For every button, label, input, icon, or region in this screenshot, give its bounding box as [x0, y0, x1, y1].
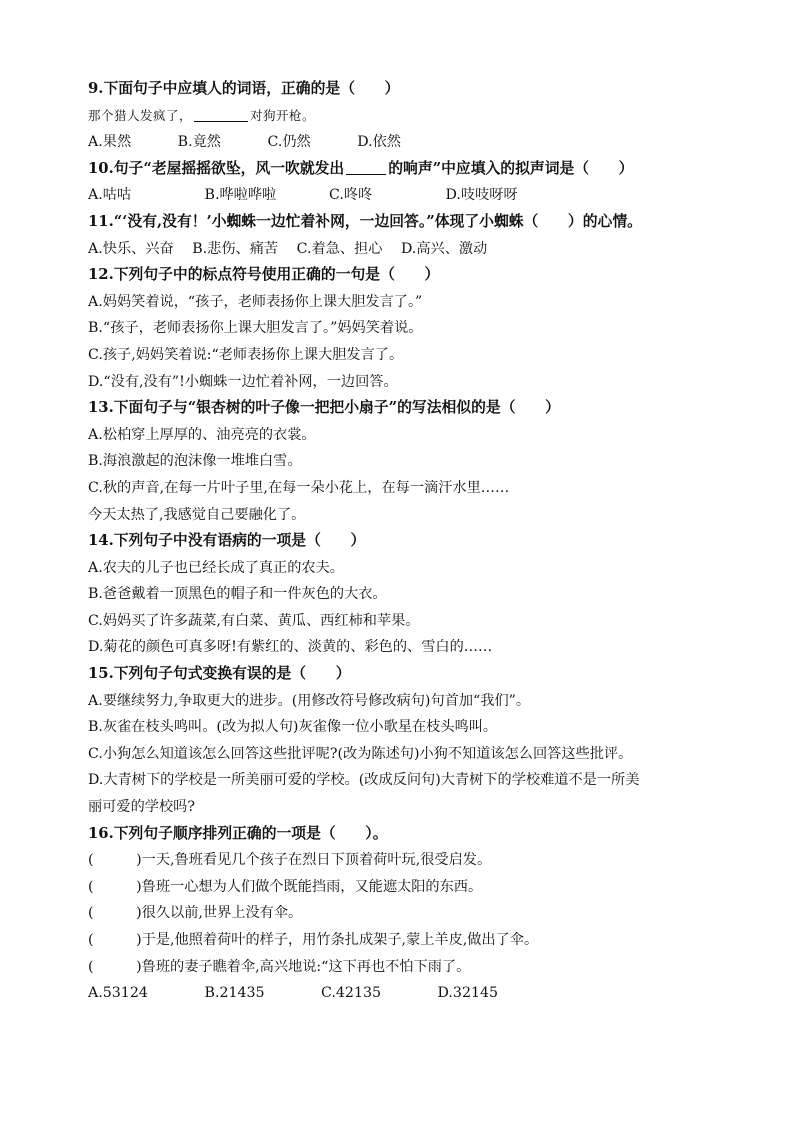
q14-option-d[interactable]: D.菊花的颜色可真多呀!有紫红的、淡黄的、彩色的、雪白的……	[88, 639, 493, 656]
q16-sentence-3: ( )很久以前,世界上没有伞。	[88, 905, 303, 922]
q15-option-c[interactable]: C.小狗怎么知道该怎么回答这些批评呢?(改为陈述句)小狗不知道该怎么回答这些批评。	[88, 745, 633, 762]
q10-blank	[346, 160, 386, 175]
q15-title: 15.下列句子句式变换有误的是（ ）	[88, 665, 351, 683]
q11-option-d[interactable]: D.高兴、激动	[400, 240, 488, 257]
q10-option-d[interactable]: D.吱吱呀呀	[445, 187, 518, 204]
q16-option-b[interactable]: B.21435	[204, 985, 265, 1002]
q16-option-d[interactable]: D.32145	[437, 985, 499, 1002]
q16-sentence-2: ( )鲁班一心想为人们做个既能挡雨，又能遮太阳的东西。	[88, 878, 483, 895]
q16-option-c[interactable]: C.42135	[321, 985, 382, 1002]
q10-option-c[interactable]: C.咚咚	[329, 187, 373, 204]
q9-options	[88, 129, 728, 156]
q11-option-a[interactable]: A.快乐、兴奋	[88, 240, 174, 257]
q9-blank	[194, 107, 248, 122]
q13-option-c[interactable]: C.秋的声音,在每一片叶子里,在每一朵小花上，在每一滴汗水里……	[88, 479, 510, 496]
worksheet-page	[88, 76, 728, 1007]
q13-title: 13.下面句子与“银杏树的叶子像一把把小扇子”的写法相似的是（ ）	[88, 399, 560, 417]
q12-option-d[interactable]: D.“没有,没有”!小蜘蛛一边忙着补网，一边回答。	[88, 373, 398, 390]
q12-option-b[interactable]: B.“孩子，老师表扬你上课大胆发言了。”妈妈笑着说。	[88, 320, 423, 337]
q13-option-d[interactable]: 今天太热了,我感觉自己要融化了。	[88, 506, 306, 523]
q10-option-a[interactable]: A.咕咕	[88, 187, 132, 204]
q15-option-d-continued: 丽可爱的学校吗?	[88, 799, 195, 816]
q15-option-b[interactable]: B.灰雀在枝头鸣叫。(改为拟人句)灰雀像一位小歌星在枝头鸣叫。	[88, 719, 498, 736]
q15-option-d[interactable]: D.大青树下的学校是一所美丽可爱的学校。(改成反问句)大青树下的学校难道不是一所美	[88, 772, 640, 789]
q9-sentence-before: 那个猎人发疯了，	[88, 107, 193, 123]
q16-sentence-4: ( )于是,他照着荷叶的样子，用竹条扎成架子,蒙上羊皮,做出了伞。	[88, 932, 539, 948]
q16-options	[88, 980, 728, 1007]
q16-sentence-1: ( )一天,鲁班看见几个孩子在烈日下顶着荷叶玩,很受启发。	[88, 852, 492, 869]
q14-option-b[interactable]: B.爸爸戴着一顶黑色的帽子和一件灰色的大衣。	[88, 586, 387, 603]
q9-sentence	[88, 103, 728, 130]
q10-option-b[interactable]: B.哗啦哗啦	[204, 187, 277, 204]
q9-option-d[interactable]: D.依然	[357, 134, 401, 151]
q12-option-a[interactable]: A.妈妈笑着说，“孩子，老师表扬你上课大胆发言了。”	[88, 293, 423, 310]
q14-title: 14.下列句子中没有语病的一项是（ ）	[88, 532, 366, 550]
q14-option-c[interactable]: C.妈妈买了许多蔬菜,有白菜、黄瓜、西红柿和苹果。	[88, 612, 420, 629]
q11-title: 11.“‘没有,没有！’小蜘蛛一边忙着补网，一边回答。”体现了小蜘蛛（ ）的心情。	[88, 212, 642, 230]
q15-option-a[interactable]: A.要继续努力,争取更大的进步。(用修改符号修改病句)句首加“我们”。	[88, 692, 531, 709]
q13-option-a[interactable]: A.松柏穿上厚厚的、油亮亮的衣裳。	[88, 426, 316, 443]
q9-option-b[interactable]: B.竟然	[177, 134, 221, 151]
q11-options	[88, 236, 728, 263]
q9-option-c[interactable]: C.仍然	[267, 134, 311, 151]
q16-title: 16.下列句子顺序排列正确的一项是（ ）。	[88, 824, 388, 842]
q16-option-a[interactable]: A.53124	[88, 985, 148, 1002]
q9-sentence-after: 对狗开枪。	[250, 107, 316, 123]
q10-options	[88, 182, 728, 209]
q11-option-c[interactable]: C.着急、担心	[296, 240, 383, 257]
q9-title: 9.下面句子中应填人的词语，正确的是（ ）	[88, 80, 400, 97]
q10-title	[88, 156, 728, 183]
q11-option-b[interactable]: B.悲伤、痛苦	[192, 240, 279, 257]
q13-option-b[interactable]: B.海浪激起的泡沫像一堆堆白雪。	[88, 453, 302, 470]
q10-title-after: 的响声”中应填入的拟声词是（ ）	[388, 159, 634, 177]
q12-title: 12.下列句子中的标点符号使用正确的一句是（ ）	[88, 266, 440, 284]
q9-option-a[interactable]: A.果然	[88, 134, 132, 151]
q14-option-a[interactable]: A.农夫的儿子也已经长成了真正的农夫。	[88, 559, 344, 576]
q16-sentence-5: ( )鲁班的妻子瞧着伞,高兴地说:“这下再也不怕下雨了。	[88, 958, 471, 975]
q12-option-c[interactable]: C.孩子,妈妈笑着说:“老师表扬你上课大胆发言了。	[88, 346, 404, 363]
q10-title-before: 10.句子“老屋摇摇欲坠，风一吹就发出	[88, 159, 345, 177]
